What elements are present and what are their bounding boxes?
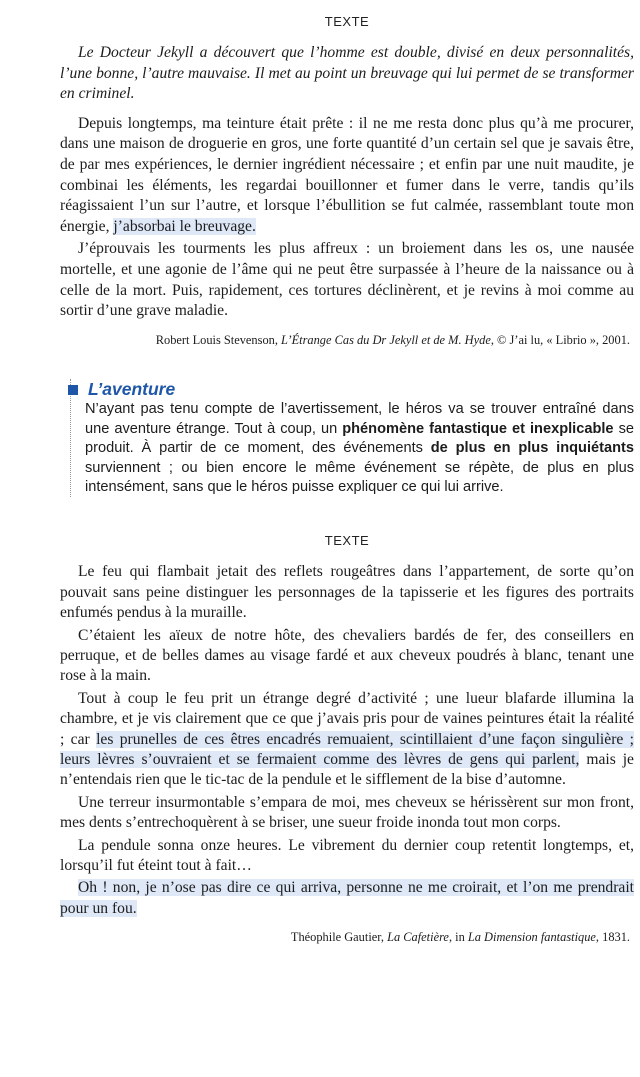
bold-term: phénomène fantastique et inexplicable xyxy=(342,420,614,437)
source-citation xyxy=(60,330,634,351)
paragraph: Le feu qui flambait jetait des reflets rougeâtres dans l’appartement, de sorte qu’on pouvait sans peine distinguer les personnages de la tapisserie et les figures des portraits enfumés pendus à la muraille. xyxy=(60,563,634,622)
source-publisher: , © J’ai lu, « Librio », 2001. xyxy=(490,332,630,347)
paragraph-text: Depuis longtemps, ma teinture était prête : il ne me resta donc plus qu’à me procurer, dans une maison de droguerie en gros, une forte quantité d’un certain sel que je savais être, de par mes expériences, le dernier ingrédient nécessaire ; et enfin par une nuit maudite, je combinai les éléments, les regardai bouillonner et fumer dans le verre, tandis qu’ils réagissaient l’un sur l’autre, et lorsque l’ébullition se fut calmée, rassemblant toute mon énergie, xyxy=(60,114,634,235)
source-author: Théophile Gautier, xyxy=(290,930,388,945)
paragraph: J’éprouvais les tourments les plus affreux : un broiement dans les os, une nausée mortelle, et une agonie de l’âme qui ne peut être surpassée à l’heure de la naissance ou à celle de la mort. Puis, rapidement, ces tortures déclinèrent, et je revins à moi comme au sortir d’une grave maladie. xyxy=(60,240,634,320)
section-heading: TEXTE xyxy=(324,533,370,549)
source-author: Robert Louis Stevenson, xyxy=(155,332,282,347)
highlighted-text: Oh ! non, je n’ose pas dire ce qui arriva, personne ne me croirait, et l’on me prendrait pour un fou. xyxy=(60,879,634,917)
source-connector: , in xyxy=(448,930,468,945)
info-box-title xyxy=(71,379,634,400)
intro-paragraph: Le Docteur Jekyll a découvert que l’homme est double, divisé en deux personnalités, l’une bonne, l’autre mauvaise. Il met au point un breuvage qui lui permet de se transformer en criminel. xyxy=(60,44,634,103)
source-title: L’Étrange Cas du Dr Jekyll et de M. Hyde xyxy=(281,332,491,347)
paragraph: Une terreur insurmontable s’empara de moi, mes cheveux se hérissèrent sur mon front, mes dents s’entrechoquèrent à se briser, une sueur froide inonda tout mon corps. xyxy=(60,793,634,832)
paragraph-text: Tout à coup le feu prit un étrange degré d’activité ; une lueur blafarde illumina la chambre, et je vis clairement que ce que j’avais pris pour de vaines peintures était la réalité ; car xyxy=(60,689,634,748)
source-citation xyxy=(60,927,634,948)
highlighted-text: les prunelles de ces êtres encadrés remuaient, scintillaient d’une façon singulière ; leurs lèvres s’ouvraient et se fermaient comme des lèvres de gens qui parlent, xyxy=(60,730,634,768)
info-box-text xyxy=(85,400,634,497)
paragraph xyxy=(60,689,634,791)
text-span: surviennent ; ou bien encore le même événement se répète, de plus en plus intensément, sans que le héros puisse expliquer ce qui lui arrive. xyxy=(85,459,634,495)
paragraph-text: mais je n’entendais rien que le tic-tac de la pendule et le sifflement de la bise d’automne. xyxy=(60,751,634,789)
paragraph: La pendule sonna onze heures. Le vibrement du dernier coup retentit longtemps, et, lorsqu’il fut éteint tout à fait… xyxy=(60,836,634,875)
highlighted-text: j’absorbai le breuvage. xyxy=(113,217,256,235)
paragraph xyxy=(60,878,634,919)
section-heading: TEXTE xyxy=(324,14,370,29)
text-span: se produit. À partir de ce moment, des événements xyxy=(85,420,634,457)
source-title: La Cafetière xyxy=(387,930,449,945)
paragraph: C’étaient les aïeux de notre hôte, des chevaliers bardés de fer, des conseillers en perruque, et de belles dames au visage fardé et aux cheveux poudrés à blanc, tenant une rose à la main. xyxy=(60,626,634,685)
text-span: N’ayant pas tenu compte de l’avertissement, le héros va se trouver entraîné dans une aventure étrange. Tout à coup, un xyxy=(85,401,634,437)
info-box-title-text: L’aventure xyxy=(88,379,176,400)
paragraph xyxy=(60,114,634,238)
text-body xyxy=(60,562,634,919)
square-bullet-icon xyxy=(68,385,78,395)
source-year: , 1831. xyxy=(595,930,630,945)
info-box xyxy=(70,379,634,497)
bold-term: de plus en plus inquiétants xyxy=(430,440,634,457)
source-collection: La Dimension fantastique xyxy=(467,930,596,945)
